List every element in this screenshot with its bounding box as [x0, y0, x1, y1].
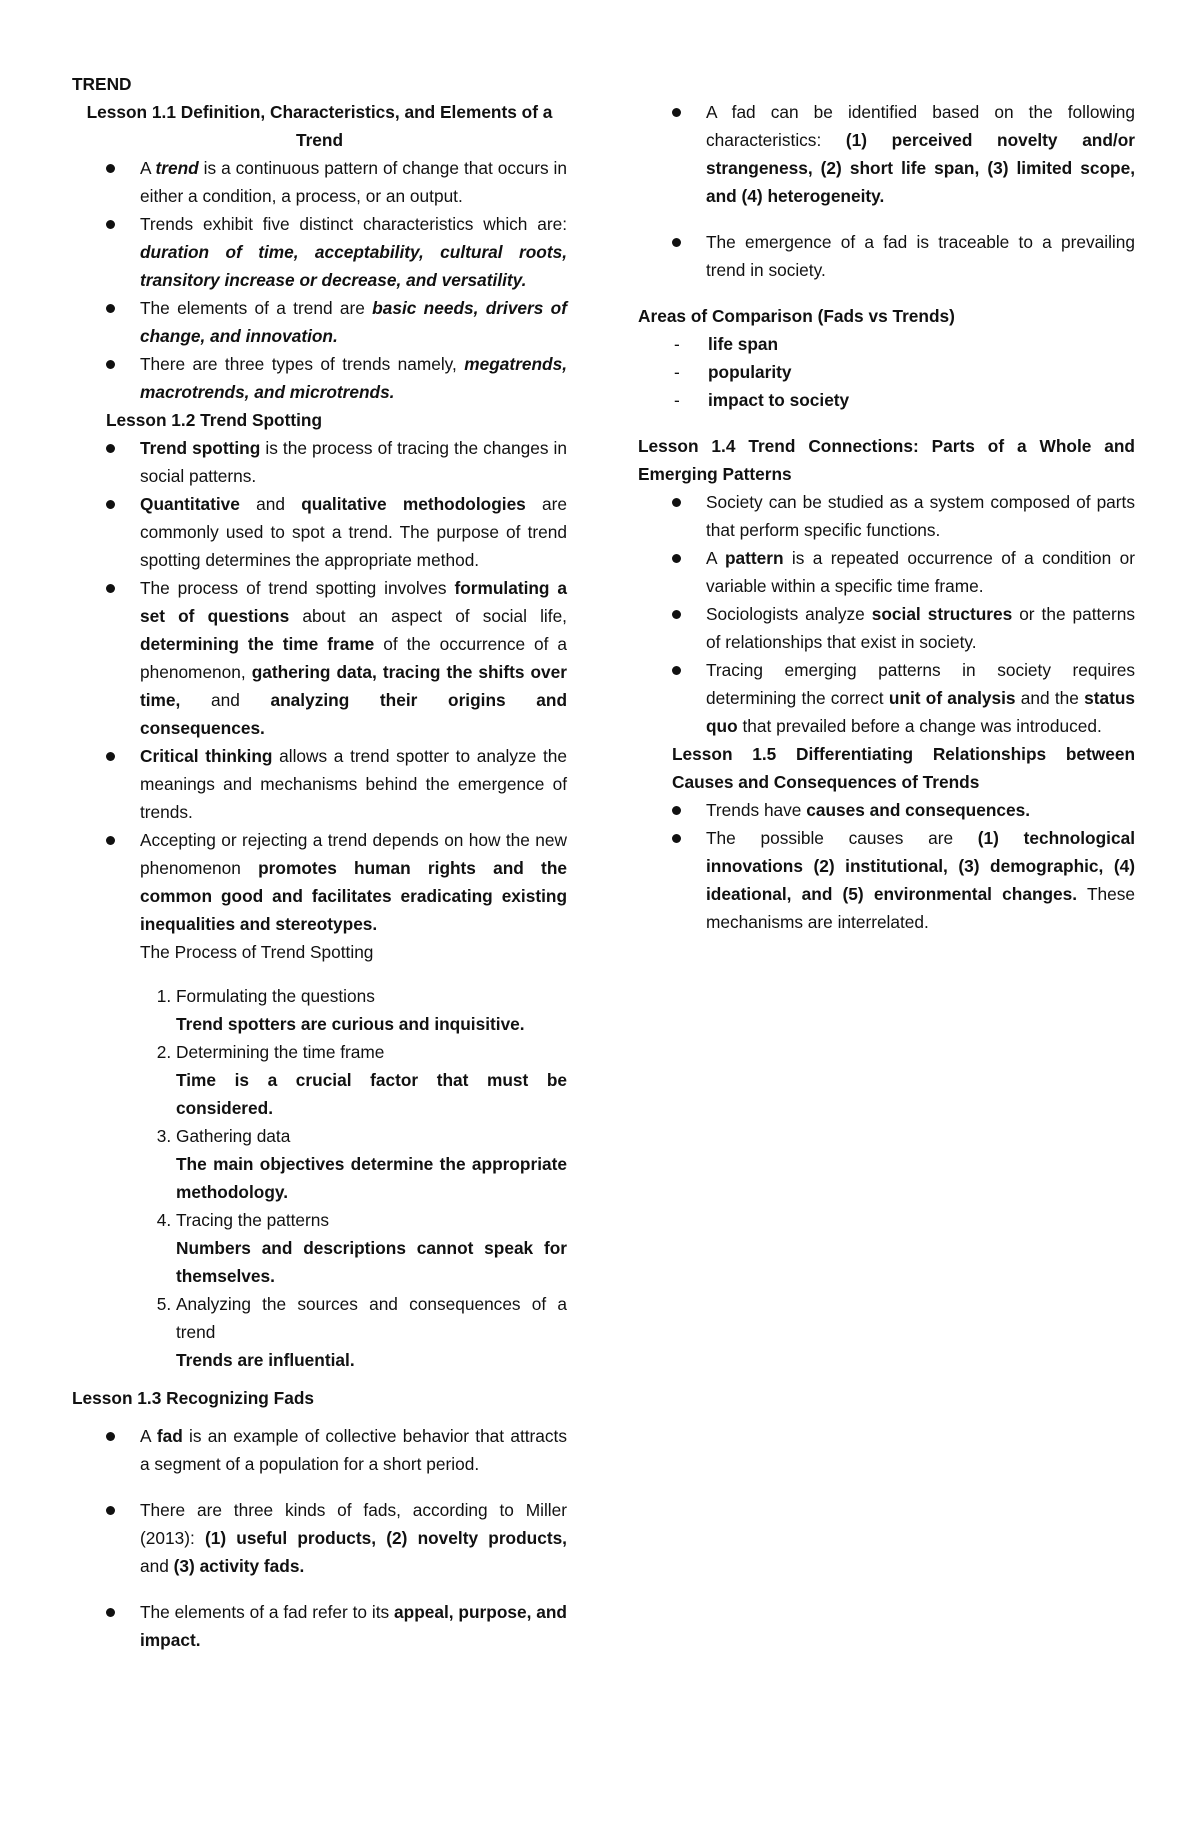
lesson-1-3-list: [72, 1422, 567, 1654]
list-item: - life span: [708, 330, 1135, 358]
lesson-1-1-list: [72, 154, 567, 406]
list-item: Critical thinking allows a trend spotter to analyze the meanings and mechanisms behind the emergence of trends.: [140, 742, 567, 826]
list-item: There are three types of trends namely, megatrends, macrotrends, and microtrends.: [140, 350, 567, 406]
list-item: The process of trend spotting involves formulating a set of questions about an aspect of social life, determining the time frame of the occurrence of a phenomenon, gathering data, tracing the shifts over time, and analyzing their origins and consequences.: [140, 574, 567, 742]
list-item: Quantitative and qualitative methodologies are commonly used to spot a trend. The purpose of trend spotting determines the appropriate method.: [140, 490, 567, 574]
document-title: TREND: [72, 74, 132, 94]
list-item: Tracing emerging patterns in society requires determining the correct unit of analysis and the status quo that prevailed before a change was introduced.: [706, 656, 1135, 740]
lesson-1-2-heading: Lesson 1.2 Trend Spotting: [106, 410, 323, 430]
list-item: Society can be studied as a system composed of parts that perform specific functions.: [706, 488, 1135, 544]
list-item: A fad can be identified based on the following characteristics: (1) perceived novelty and/or strangeness, (2) short life span, (3) limited scope, and (4) heterogeneity.: [706, 98, 1135, 210]
list-item: - popularity: [708, 358, 1135, 386]
process-step: 4. Tracing the patterns Numbers and descriptions cannot speak for themselves.: [176, 1206, 567, 1290]
lesson-1-2-list: [72, 434, 567, 938]
list-item: The emergence of a fad is traceable to a prevailing trend in society.: [706, 228, 1135, 284]
lesson-1-1-heading: Lesson 1.1 Definition, Characteristics, and Elements of a Trend: [86, 102, 553, 150]
process-step: 5. Analyzing the sources and consequences of a trend Trends are influential.: [176, 1290, 567, 1374]
process-step: 2. Determining the time frame Time is a crucial factor that must be considered.: [176, 1038, 567, 1122]
process-heading: The Process of Trend Spotting: [140, 942, 374, 962]
list-item: The elements of a fad refer to its appeal, purpose, and impact.: [140, 1598, 567, 1654]
list-item: - impact to society: [708, 386, 1135, 414]
lesson-1-3-heading: Lesson 1.3 Recognizing Fads: [72, 1388, 314, 1408]
fad-characteristics-list: [638, 98, 1135, 284]
list-item: Trends exhibit five distinct characteristics which are: duration of time, acceptability, cultural roots, transitory increase or decrease, and versatility.: [140, 210, 567, 294]
lesson-1-4-list: [638, 488, 1135, 740]
list-item: Sociologists analyze social structures or the patterns of relationships that exist in society.: [706, 600, 1135, 656]
list-item: Trend spotting is the process of tracing the changes in social patterns.: [140, 434, 567, 490]
left-column: [72, 70, 567, 1672]
list-item: Trends have causes and consequences.: [706, 796, 1135, 824]
list-item: The elements of a trend are basic needs, drivers of change, and innovation.: [140, 294, 567, 350]
right-column: [638, 98, 1135, 936]
lesson-1-5-heading: Lesson 1.5 Differentiating Relationships between Causes and Consequences of Trends: [672, 744, 1135, 792]
list-item: A trend is a continuous pattern of change that occurs in either a condition, a process, or an output.: [140, 154, 567, 210]
lesson-1-5-list: [638, 796, 1135, 936]
process-step: 1. Formulating the questions Trend spotters are curious and inquisitive.: [176, 982, 567, 1038]
areas-list: [638, 330, 1135, 414]
process-steps-list: [72, 982, 567, 1374]
list-item: The possible causes are (1) technological innovations (2) institutional, (3) demographic, (4) ideational, and (5) environmental changes. These mechanisms are interrelated.: [706, 824, 1135, 936]
process-step: 3. Gathering data The main objectives determine the appropriate methodology.: [176, 1122, 567, 1206]
list-item: There are three kinds of fads, according to Miller (2013): (1) useful products, (2) novelty products, and (3) activity fads.: [140, 1496, 567, 1580]
areas-heading: Areas of Comparison (Fads vs Trends): [638, 306, 955, 326]
list-item: A fad is an example of collective behavior that attracts a segment of a population for a short period.: [140, 1422, 567, 1478]
lesson-1-4-heading: Lesson 1.4 Trend Connections: Parts of a Whole and Emerging Patterns: [638, 436, 1135, 484]
list-item: Accepting or rejecting a trend depends on how the new phenomenon promotes human rights and the common good and facilitates eradicating existing inequalities and stereotypes.: [140, 826, 567, 938]
list-item: A pattern is a repeated occurrence of a condition or variable within a specific time frame.: [706, 544, 1135, 600]
